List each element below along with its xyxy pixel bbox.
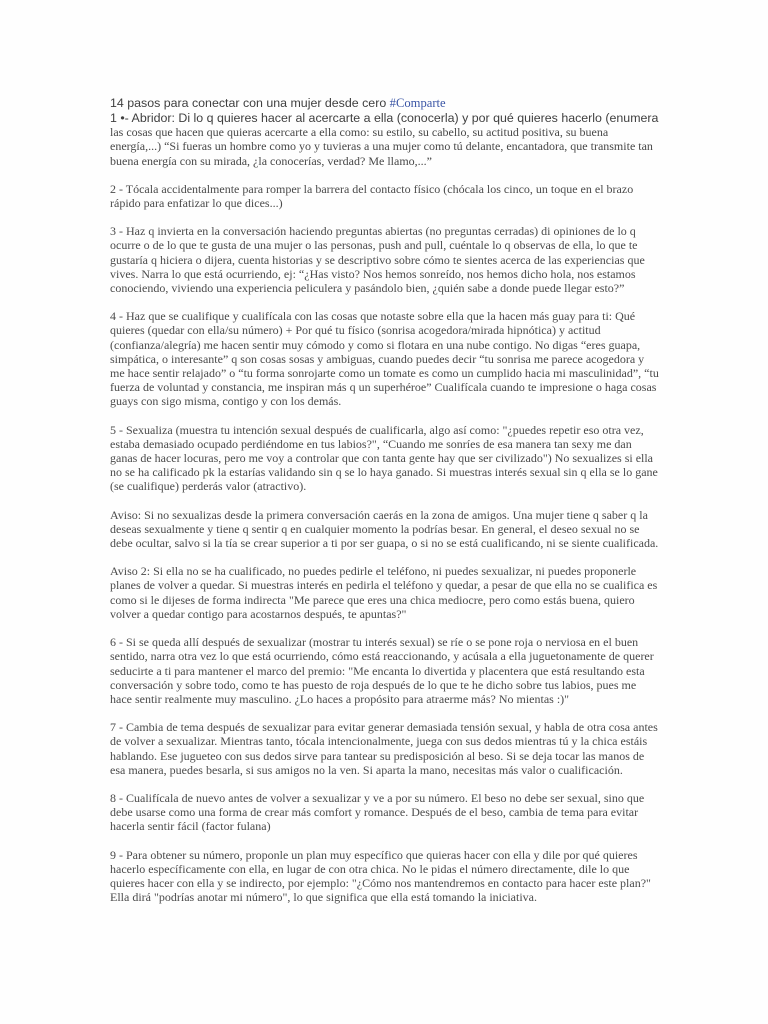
hashtag-link[interactable]: #Comparte [389, 96, 446, 110]
step-9-paragraph: 9 - Para obtener su número, proponle un plan muy específico que quieras hacer con ella y dile por qué quieres hacerlo específicamente con ella, en lugar de con otra chica. No le pidas el número directamente, dile lo que quieres hacer con ella y se indirecto, por ejemplo: "¿Cómo nos mantendremos en contacto para hacer este plan?" Ella dirá "podrías anotar mi número", lo que significa que ella está tomando la iniciativa. [110, 847, 651, 905]
step-5-paragraph: 5 - Sexualiza (muestra tu intención sexual después de cualificarla, algo así como: "¿puedes repetir eso otra vez, estaba demasiado ocupado perdiéndome en tus labios?", “Cuando me sonríes de esa manera tan sexy me dan ganas de hacer locuras, pero me voy a controlar que con tanta gente hay que ser civilizado") No sexualizes si ella no se ha calificado pk la estarías validando sin q se lo haya ganado. Si muestras interés sexual sin q ella se lo gane (se cualifique) perderás valor (atractivo). [110, 422, 658, 494]
step-8-paragraph: 8 - Cualifícala de nuevo antes de volver a sexualizar y ve a por su número. El beso no debe ser sexual, sino que debe usarse como una forma de crear más comfort y romance. Después de el beso, cambia de tema para evitar hacerla sentir fácil (factor fulana) [110, 790, 645, 834]
title-text: 14 pasos para conectar con una mujer desde cero [110, 96, 390, 110]
step-7-paragraph: 7 - Cambia de tema después de sexualizar para evitar generar demasiada tensión sexual, y habla de otra cosa antes de volver a sexualizar. Mientras tanto, tócala intencionalmente, juega con sus dedos mientras tú y la chica estáis hablando. Ese jugueteo con sus dedos sirve para tantear su predisposición al beso. Si se deja tocar las manos de esa manera, puedes besarla, si sus amigos no la ven. Si aparta la mano, necesitas más valor o cualificación. [110, 720, 658, 777]
aviso-1-paragraph: Aviso: Si no sexualizas desde la primera conversación caerás en la zona de amigos. Una mujer tiene q saber q la deseas sexualmente y tiene q sentir q en cualquier momento la podrías besar. En general, el deseo sexual no se debe ocultar, salvo si la tía se crear superior a ti por ser guapa, o si no se está cualificando, ni se siente cualificada. [110, 507, 659, 551]
step-1-body-text: las cosas que hacen que quieras acercarte a ella como: su estilo, su cabello, su actitud positiva, su buena energía,...) “Si fueras un hombre como yo y tuvieras a una mujer como tú delante, encantadora, que transmite tan buena energía con su mirada, ¿la conocerías, verdad? Me llamo,...” [110, 125, 653, 168]
aviso-2-paragraph: Aviso 2: Si ella no se ha cualificado, no puedes pedirle el teléfono, ni puedes sexualizar, ni puedes proponerle planes de volver a quedar. Si muestras interés en pedirla el teléfono y quedar, a pesar de que ella no se cualifica es como si le dijeses de forma indirecta "Me parece que eres una chica mediocre, pero como estás buena, quiero volver a quedar contigo para acostarnos después, te apuntas?" [110, 564, 658, 621]
step-2-paragraph: 2 - Tócala accidentalmente para romper la barrera del contacto físico (chócala los cinco, un toque en el brazo rápido para enfatizar lo que dices...) [110, 181, 634, 211]
step-6-paragraph: 6 - Si se queda allí después de sexualizar (mostrar tu interés sexual) se ríe o se pone roja o nerviosa en el buen sentido, narra otra vez lo que está ocurriendo, cómo está reaccionando, y acúsala a ella juguetonamente de querer seducirte a ti para mantener el marco del premio: "Me encanta lo divertida y placentera que está resultando esta conversación y sobre todo, como te has puesto de roja después de lo que te he dicho sobre tus labios, pues me hace sentir realmente muy masculino. ¿Lo haces a propósito para atraerme más? No mientas :)" [110, 635, 654, 706]
document-title [110, 95, 660, 111]
step-1-paragraph [110, 111, 660, 168]
step-1-lead-text: 1 •- Abridor: Di lo q quieres hacer al acercarte a ella (conocerla) y por qué quieres hacerlo (enumera [110, 111, 659, 125]
step-4-paragraph: 4 - Haz que se cualifique y cualifícala con las cosas que notaste sobre ella que la hacen más guay para ti: Qué quieres (quedar con ella/su número) + Por qué tu físico (sonrisa acogedora/mirada hipnótica) y actitud (confianza/alegría) me hacen sentir muy cómodo y como si flotara en una nube contigo. No digas “eres guapa, simpática, o interesante” q son cosas sosas y ambiguas, cuando puedes decir “tu sonrisa me parece acogedora y me hace sentir relajado” o “tu forma sonrojarte como un tomate es como un cumplido hacia mi masculinidad”, “tu fuerza de voluntad y constancia, me inspiran más q un superhéroe” Cualifícala cuando te impresione o haga cosas guays con sigo misma, contigo y con los demás. [110, 309, 659, 409]
step-3-paragraph: 3 - Haz q invierta en la conversación haciendo preguntas abiertas (no preguntas cerradas) di opiniones de lo q ocurre o de lo que te gusta de una mujer o las personas, push and pull, cuéntale lo q observas de ella, lo que te gustaría q hiciera o dijera, cuenta historias y se descriptivo sobre cómo te sientes acerca de las experiencias que vives. Narra lo que está ocurriendo, ej: “¿Has visto? Nos hemos sonreído, nos hemos dicho hola, nos estamos conociendo, viviendo una experiencia peliculera y pasándolo bien, ¿quién sabe a donde puede llegar esto?” [110, 224, 645, 296]
